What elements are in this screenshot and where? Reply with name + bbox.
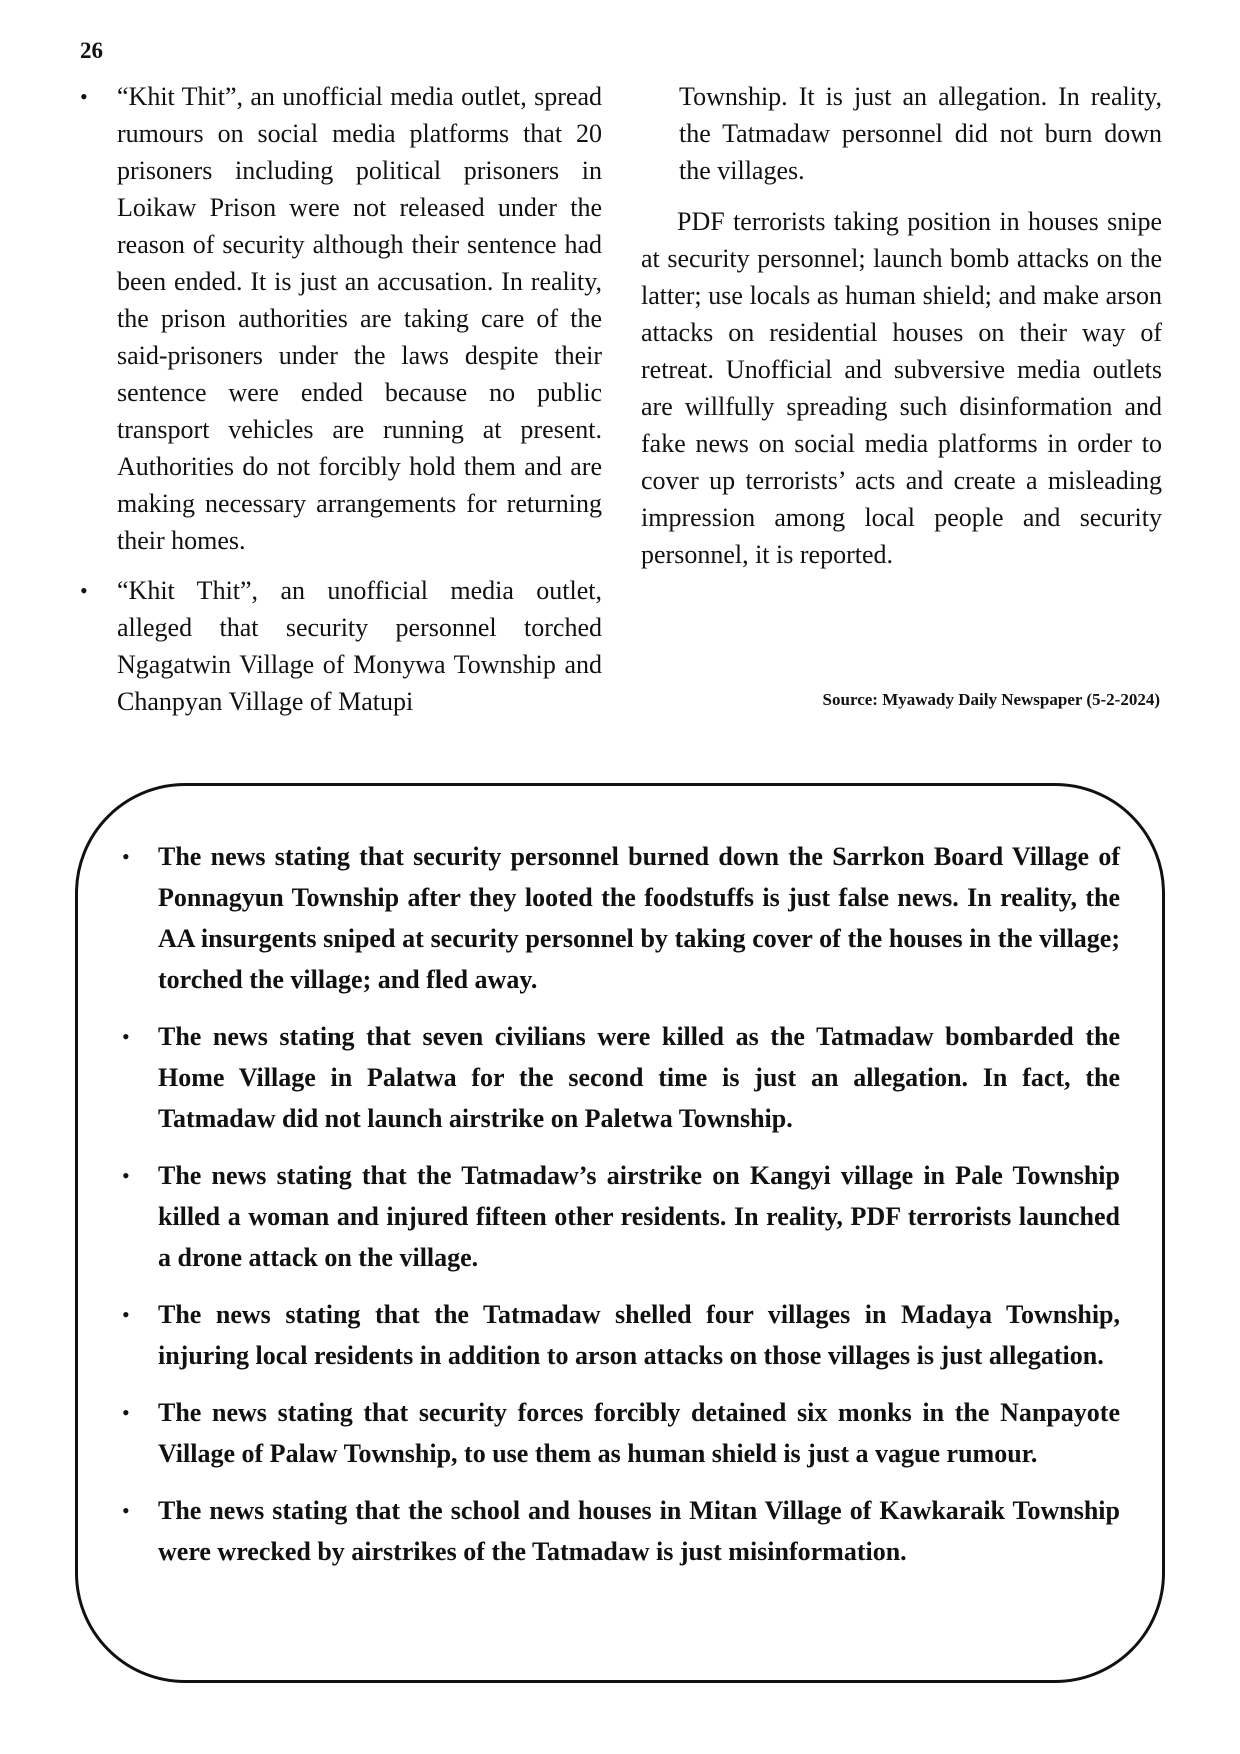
bullet-icon: • (80, 578, 88, 603)
left-column (74, 78, 602, 733)
list-item (116, 1155, 1120, 1278)
list-item-text: The news stating that seven civilians were killed as the Tatmadaw bombarded the Home Village in Palatwa for the second time is just an allegation. In fact, the Tatmadaw did not launch airstrike on Paletwa Township. (158, 1022, 1120, 1133)
highlight-box (75, 783, 1165, 1683)
list-item (74, 78, 602, 559)
list-item-text: The news stating that the school and houses in Mitan Village of Kawkaraik Township were wrecked by airstrikes of the Tatmadaw is just misinformation. (158, 1496, 1120, 1566)
list-item (74, 572, 602, 720)
list-item (116, 1490, 1120, 1572)
list-item (116, 1392, 1120, 1474)
left-bullet-list (74, 78, 602, 720)
list-item (116, 1016, 1120, 1139)
source-citation: Source: Myawady Daily Newspaper (5-2-2024) (822, 690, 1160, 709)
list-item-text: The news stating that the Tatmadaw shelled four villages in Madaya Township, injuring local residents in addition to arson attacks on those villages is just allegation. (158, 1300, 1120, 1370)
bullet-icon: • (122, 844, 130, 869)
bullet-icon: • (122, 1163, 130, 1188)
list-item-text: “Khit Thit”, an unofficial media outlet, alleged that security personnel torched Ngagatwin Village of Monywa Township and Chanpyan Village of Matupi (117, 576, 602, 716)
list-item-text: The news stating that security forces forcibly detained six monks in the Nanpayote Village of Palaw Township, to use them as human shield is just a vague rumour. (158, 1398, 1120, 1468)
right-column (641, 78, 1162, 573)
bullet-icon: • (122, 1024, 130, 1049)
list-item-text: “Khit Thit”, an unofficial media outlet, spread rumours on social media platforms that 20 prisoners including political prisoners in Loikaw Prison were not released under the reason of security although their sentence had been ended. It is just an accusation. In reality, the prison authorities are taking care of the said-prisoners under the laws despite their sentence were ended because no public transport vehicles are running at present. Authorities do not forcibly hold them and are making necessary arrangements for returning their homes. (117, 82, 602, 555)
bullet-icon: • (122, 1400, 130, 1425)
list-item-text: The news stating that security personnel burned down the Sarrkon Board Village of Ponnagyun Township after they looted the foodstuffs is just false news. In reality, the AA insurgents sniped at security personnel by taking cover of the houses in the village; torched the village; and fled away. (158, 842, 1120, 994)
bullet-icon: • (80, 84, 88, 109)
continued-bullet-text: Township. It is just an allegation. In reality, the Tatmadaw personnel did not burn down the villages. (679, 82, 1162, 185)
list-item-text: The news stating that the Tatmadaw’s airstrike on Kangyi village in Pale Township killed a woman and injured fifteen other residents. In reality, PDF terrorists launched a drone attack on the village. (158, 1161, 1120, 1272)
list-item (116, 836, 1120, 1000)
list-item (116, 1294, 1120, 1376)
highlight-bullet-list (116, 836, 1120, 1572)
body-paragraph: PDF terrorists taking position in houses snipe at security personnel; launch bomb attacks on the latter; use locals as human shield; and make arson attacks on residential houses on their way of retreat. Unofficial and subversive media outlets are willfully spreading such disinformation and fake news on social media platforms in order to cover up terrorists’ acts and create a misleading impression among local people and security personnel, it is reported. (641, 207, 1162, 569)
bullet-icon: • (122, 1302, 130, 1327)
page-number: 26 (80, 38, 103, 63)
bullet-icon: • (122, 1498, 130, 1523)
